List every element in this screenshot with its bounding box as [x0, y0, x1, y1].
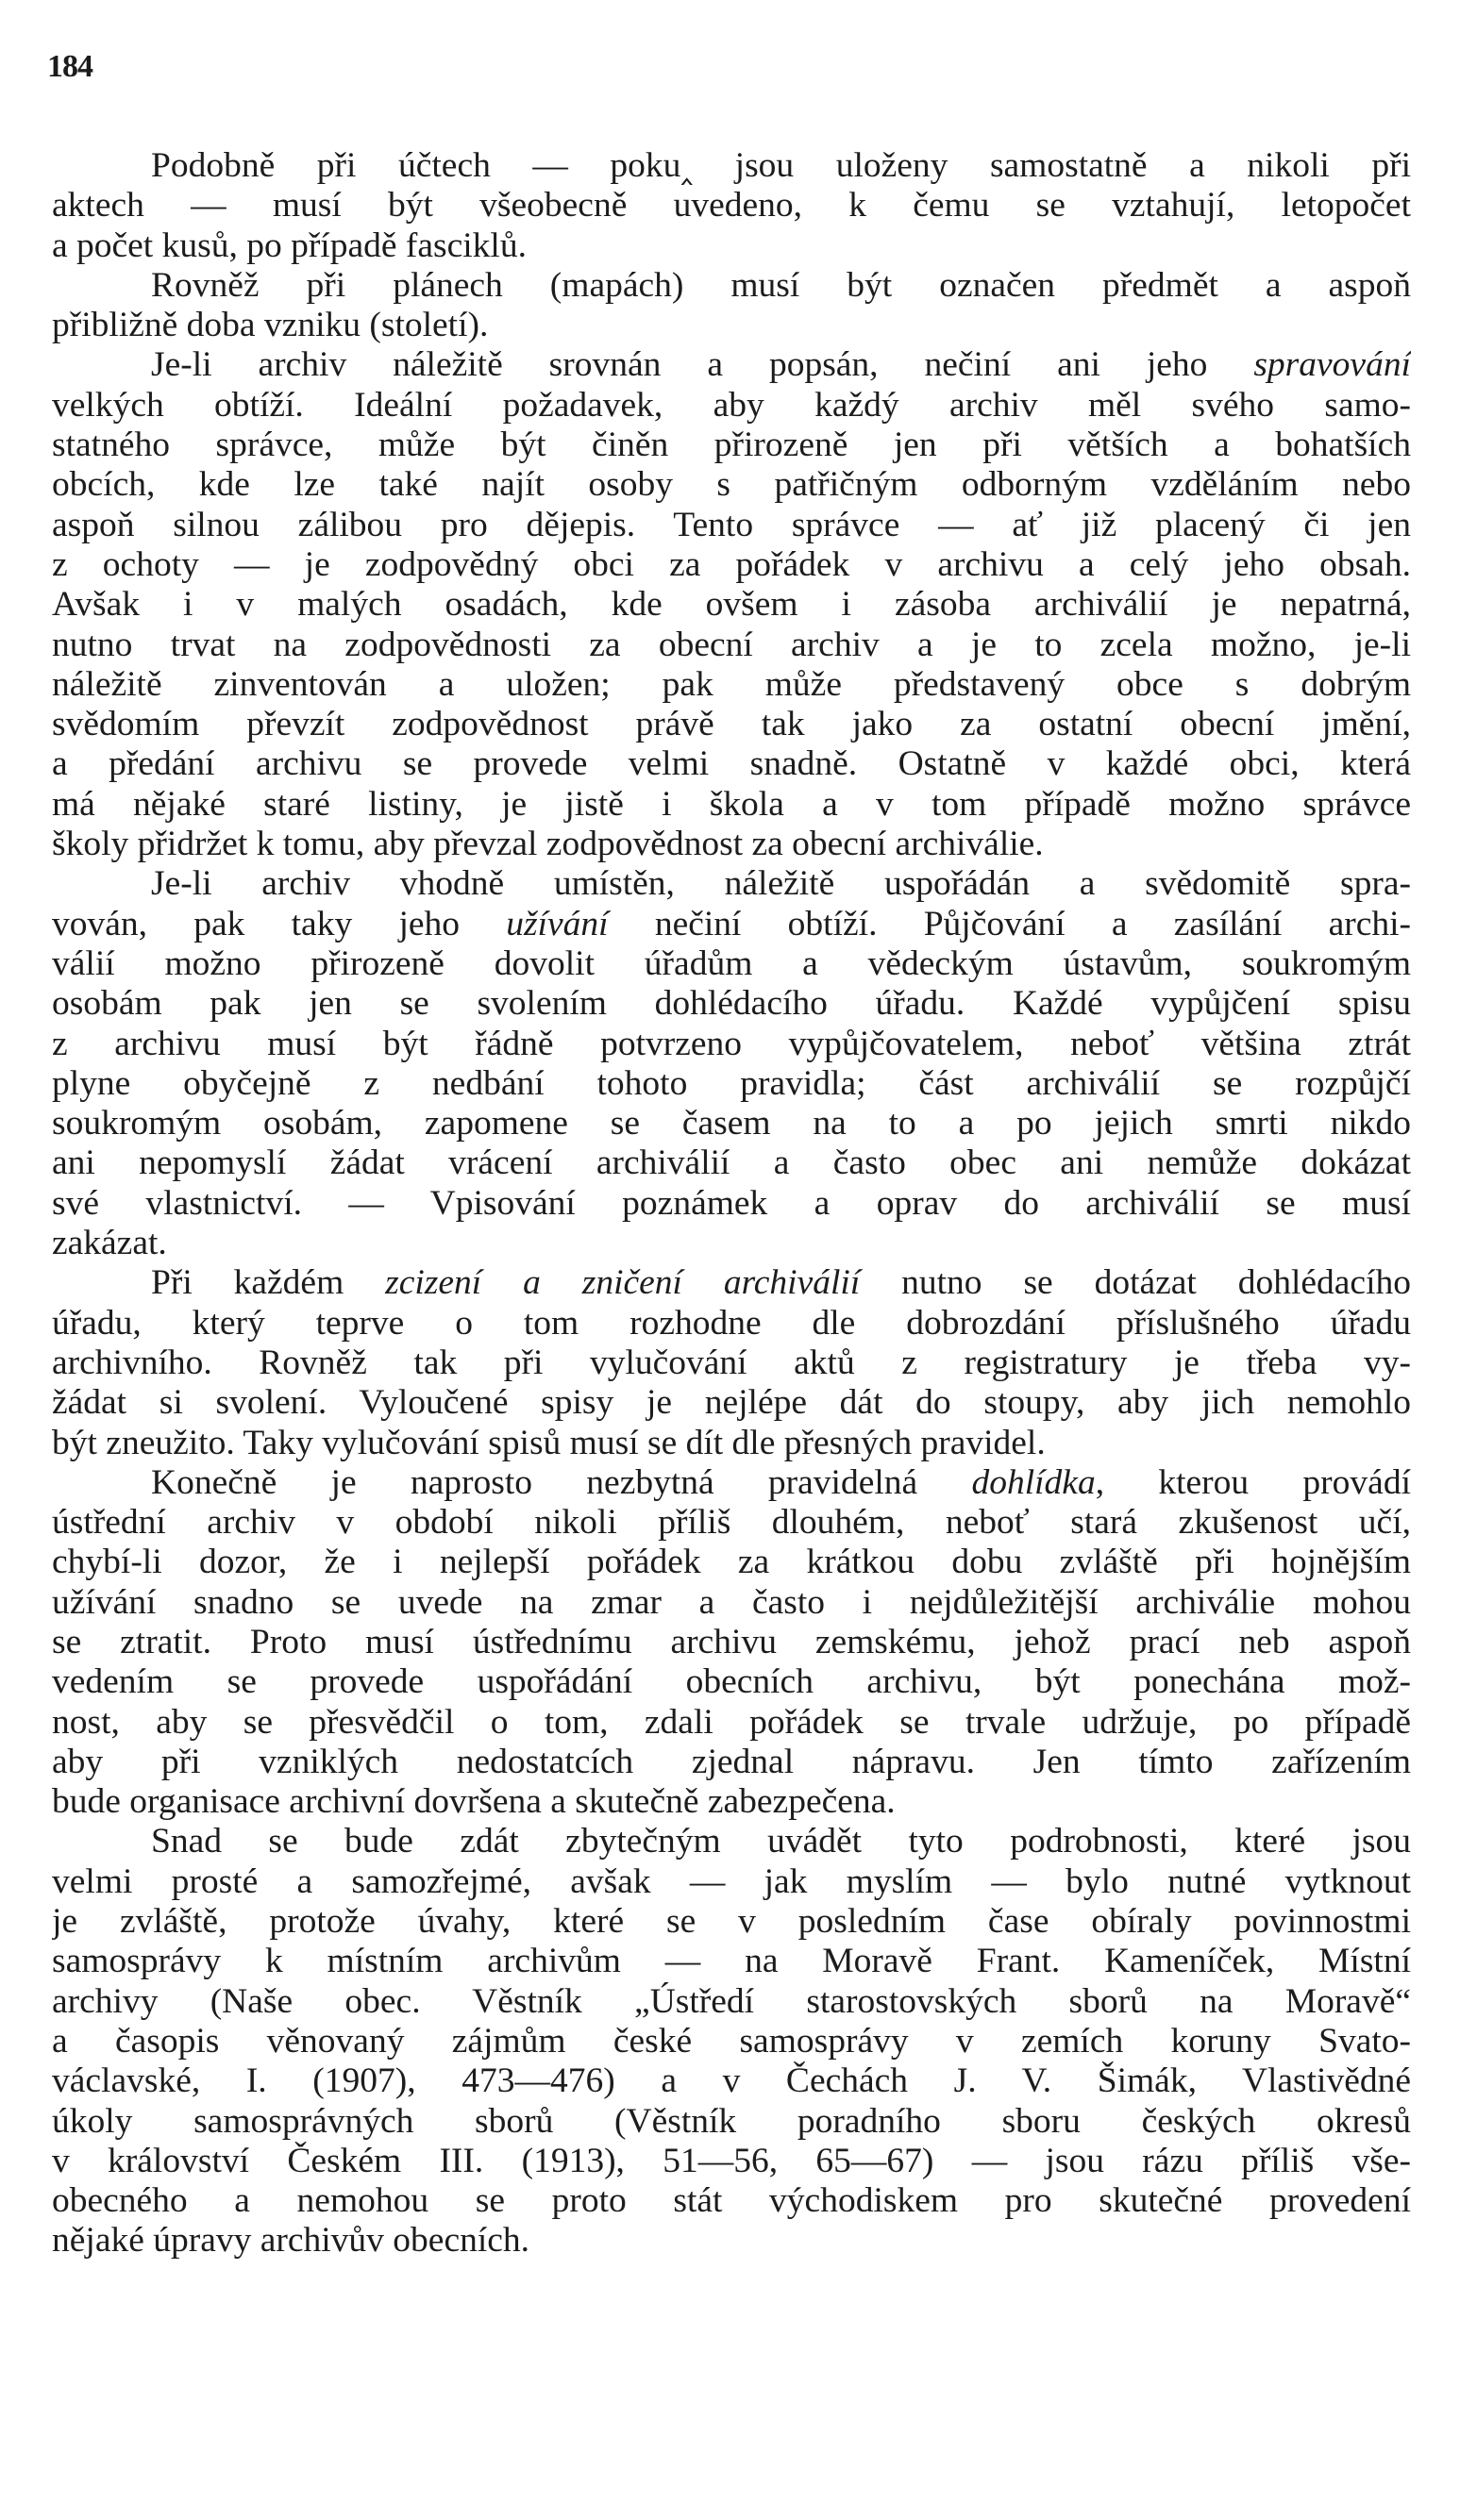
text-line: Avšak i v malých osadách, kde ovšem i zásoba archiválií je nepatrná, [52, 585, 1411, 625]
paragraph [52, 864, 1411, 1263]
text-line: soukromým osobám, zapomene se časem na to a po jejich smrti nikdo [52, 1104, 1411, 1143]
page-number: 184 [47, 49, 92, 84]
text-line: václavské, I. (1907), 473—476) a v Čechách J. V. Šimák, Vlastivědné [52, 2061, 1411, 2101]
text-line: Snad se bude zdát zbytečným uvádět tyto podrobnosti, které jsou [151, 1822, 1411, 1861]
text-line: vedením se provede uspořádání obecních archivu, být ponechána mož- [52, 1662, 1411, 1702]
text-line: bude organisace archivní dovršena a skutečně zabezpečena. [52, 1782, 896, 1822]
text-line: aktech — musí být všeobecně uvedeno, k čemu se vztahují, letopočet [52, 186, 1411, 225]
text-line: chybí-li dozor, že i nejlepší pořádek za krátkou dobu zvláště při hojnějším [52, 1543, 1411, 1582]
text-line: obcích, kde lze také najít osoby s patřičným odborným vzděláním nebo [52, 465, 1411, 505]
body-text [52, 146, 1411, 2261]
text-line: užívání snadno se uvede na zmar a často i nejdůležitější archiválie mohou [52, 1582, 1411, 1622]
text-line: být zneužito. Taky vylučování spisů musí se dít dle přesných pravidel. [52, 1423, 1046, 1462]
paragraph [52, 1263, 1411, 1462]
text-line: nutno trvat na zodpovědnosti za obecní archiv a je to zcela možno, je-li [52, 625, 1411, 664]
text-line: aby při vzniklých nedostatcích zjednal nápravu. Jen tímto zařízením [52, 1742, 1411, 1781]
text-line: Podobně při účtech — poku‸ jsou uloženy samostatně a nikoli při [151, 146, 1411, 185]
text-line: a předání archivu se provede velmi snadně. Ostatně v každé obci, která [52, 744, 1411, 784]
text-line: školy přidržet k tomu, aby převzal zodpovědnost za obecní archiválie. [52, 825, 1044, 864]
text-line: Konečně je naprosto nezbytná pravidelná dohlídka, kterou provádí [151, 1462, 1411, 1502]
text-line: nost, aby se přesvědčil o tom, zdali pořádek se trvale udržuje, po případě [52, 1702, 1411, 1742]
text-line: a časopis věnovaný zájmům české samosprávy v zemích koruny Svato- [52, 2021, 1411, 2061]
text-line: statného správce, může být činěn přirozeně jen při větších a bohatších [52, 426, 1411, 465]
text-line: přibližně doba vzniku (století). [52, 306, 489, 345]
text-line: se ztratit. Proto musí ústřednímu archivu zemskému, jehož prací neb aspoň [52, 1622, 1411, 1661]
paragraph [52, 345, 1411, 864]
text-line: vován, pak taky jeho užívání nečiní obtíží. Půjčování a zasílání archi- [52, 904, 1411, 943]
text-line: žádat si svolení. Vyloučené spisy je nejlépe dát do stoupy, aby jich nemohlo [52, 1383, 1411, 1423]
text-line: plyne obyčejně z nedbání tohoto pravidla; část archiválií se rozpůjčí [52, 1063, 1411, 1103]
text-line: archivy (Naše obec. Věstník „Ústředí starostovských sborů na Moravě“ [52, 1981, 1411, 2021]
text-line: zakázat. [52, 1224, 167, 1263]
text-line: ani nepomyslí žádat vrácení archiválií a často obec ani nemůže dokázat [52, 1143, 1411, 1183]
text-line: své vlastnictví. — Vpisování poznámek a oprav do archiválií se musí [52, 1183, 1411, 1223]
text-line: má nějaké staré listiny, je jistě i škola a v tom případě možno správce [52, 784, 1411, 824]
text-line: a počet kusů, po případě fasciklů. [52, 225, 527, 265]
text-line: samosprávy k místním archivům — na Moravě Frant. Kameníček, Místní [52, 1942, 1411, 1981]
text-line: náležitě zinventován a uložen; pak může představený obce s dobrým [52, 664, 1411, 704]
text-line: válií možno přirozeně dovolit úřadům a vědeckým ústavům, soukromým [52, 943, 1411, 983]
text-line: z ochoty — je zodpovědný obci za pořádek v archivu a celý jeho obsah. [52, 544, 1411, 584]
paragraph [52, 1822, 1411, 2261]
text-line: Při každém zcizení a zničení archiválií nutno se dotázat dohlédacího [151, 1263, 1411, 1303]
text-line: Je-li archiv náležitě srovnán a popsán, nečiní ani jeho spravování [151, 345, 1411, 385]
paragraph [52, 1463, 1411, 1823]
text-line: je zvláště, protože úvahy, které se v posledním čase obíraly povinnostmi [52, 1902, 1411, 1942]
paragraph [52, 266, 1411, 346]
text-line: velkých obtíží. Ideální požadavek, aby každý archiv měl svého samo- [52, 385, 1411, 425]
text-line: obecného a nemohou se proto stát východiskem pro skutečné provedení [52, 2181, 1411, 2221]
text-line: v království Českém III. (1913), 51—56, 65—67) — jsou rázu příliš vše- [52, 2141, 1411, 2180]
text-line: nějaké úpravy archivův obecních. [52, 2221, 530, 2261]
paragraph [52, 146, 1411, 266]
text-line: Je-li archiv vhodně umístěn, náležitě uspořádán a svědomitě spra- [151, 864, 1411, 904]
text-line: archivního. Rovněž tak při vylučování aktů z registratury je třeba vy- [52, 1343, 1411, 1382]
text-line: úkoly samosprávných sborů (Věstník poradního sboru českých okresů [52, 2101, 1411, 2141]
text-line: aspoň silnou zálibou pro dějepis. Tento správce — ať již placený či jen [52, 505, 1411, 544]
text-line: z archivu musí být řádně potvrzeno vypůjčovatelem, neboť většina ztrát [52, 1024, 1411, 1063]
text-line: velmi prosté a samozřejmé, avšak — jak myslím — bylo nutné vytknout [52, 1861, 1411, 1901]
text-line: úřadu, který teprve o tom rozhodne dle dobrozdání příslušného úřadu [52, 1303, 1411, 1343]
text-line: ústřední archiv v období nikoli příliš dlouhém, neboť stará zkušenost učí, [52, 1503, 1411, 1543]
text-line: Rovněž při plánech (mapách) musí být označen předmět a aspoň [151, 265, 1411, 305]
text-line: osobám pak jen se svolením dohlédacího úřadu. Každé vypůjčení spisu [52, 984, 1411, 1024]
text-line: svědomím převzít zodpovědnost právě tak jako za ostatní obecní jmění, [52, 705, 1411, 744]
